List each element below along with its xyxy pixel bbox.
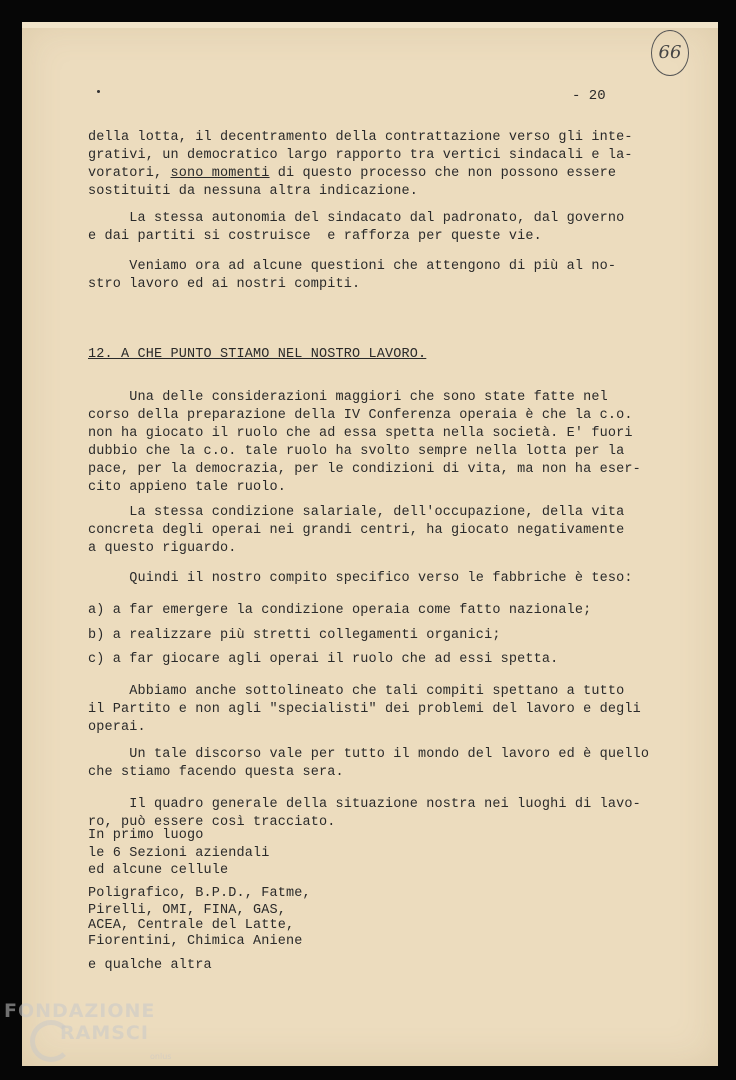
text-line: Una delle considerazioni maggiori che sono state fatte nel (88, 390, 608, 405)
text-line: ro, può essere così tracciato. (88, 815, 336, 830)
text-line: il Partito e non agli "specialisti" dei problemi del lavoro e degli (88, 702, 641, 717)
text-fragment: voratori, (88, 166, 171, 181)
note-line: In primo luogo (88, 828, 204, 843)
text-line: Abbiamo anche sottolineato che tali compiti spettano a tutto (88, 684, 625, 699)
text-line: Il quadro generale della situazione nostra nei luoghi di lavo- (88, 797, 641, 812)
list-item: b) a realizzare più stretti collegamenti organici; (88, 628, 501, 643)
watermark-line: FONDAZIONE (4, 1000, 156, 1022)
text-line: corso della preparazione della IV Conferenza operaia è che la c.o. (88, 408, 633, 423)
note-line: le 6 Sezioni aziendali (88, 846, 270, 861)
watermark-line: RAMSCI (60, 1022, 149, 1044)
section-heading: 12. A CHE PUNTO STIAMO NEL NOSTRO LAVORO. (88, 347, 427, 362)
text-line: dubbio che la c.o. tale ruolo ha svolto sempre nella lotta per la (88, 444, 625, 459)
page-top-edge (22, 22, 718, 28)
text-line: concreta degli operai nei grandi centri, ha giocato negativamente (88, 523, 625, 538)
underlined-phrase: sono momenti (170, 166, 270, 181)
text-line: La stessa autonomia del sindacato dal padronato, dal governo (88, 211, 625, 226)
company-line: Poligrafico, B.P.D., Fatme, (88, 886, 311, 901)
list-item: a) a far emergere la condizione operaia come fatto nazionale; (88, 603, 592, 618)
text-line: e dai partiti si costruisce e rafforza per queste vie. (88, 229, 542, 244)
text-fragment: di questo processo che non possono essere (269, 166, 617, 181)
company-line: ACEA, Centrale del Latte, (88, 918, 295, 933)
archive-page-number: 66 (651, 30, 689, 76)
closing-line: e qualche altra (88, 958, 212, 973)
text-line: grativi, un democratico largo rapporto tra vertici sindacali e la- (88, 148, 633, 163)
text-line: La stessa condizione salariale, dell'occupazione, della vita (88, 505, 625, 520)
watermark-sub: onlus (150, 1052, 172, 1061)
text-line: stro lavoro ed ai nostri compiti. (88, 277, 361, 292)
text-line: Quindi il nostro compito specifico verso le fabbriche è teso: (88, 571, 633, 586)
text-line: a questo riguardo. (88, 541, 237, 556)
text-line: non ha giocato il ruolo che ad essa spetta nella società. E' fuori (88, 426, 633, 441)
ink-dot (97, 90, 100, 93)
text-line: pace, per la democrazia, per le condizioni di vita, ma non ha eser- (88, 462, 641, 477)
text-line: Un tale discorso vale per tutto il mondo del lavoro ed è quello (88, 747, 650, 762)
text-line: che stiamo facendo questa sera. (88, 765, 344, 780)
page-number: - 20 (572, 88, 606, 104)
text-line: sostituiti da nessuna altra indicazione. (88, 184, 419, 199)
text-line: operai. (88, 720, 146, 735)
company-line: Fiorentini, Chimica Aniene (88, 934, 303, 949)
list-item: c) a far giocare agli operai il ruolo che ad essi spetta. (88, 652, 559, 667)
text-line: della lotta, il decentramento della contrattazione verso gli inte- (88, 130, 633, 145)
company-line: Pirelli, OMI, FINA, GAS, (88, 903, 287, 918)
text-line-mixed (88, 165, 616, 183)
note-line: ed alcune cellule (88, 863, 229, 878)
fondazione-gramsci-watermark (4, 1000, 204, 1076)
text-line: cito appieno tale ruolo. (88, 480, 287, 495)
text-line: Veniamo ora ad alcune questioni che attengono di più al no- (88, 259, 617, 274)
